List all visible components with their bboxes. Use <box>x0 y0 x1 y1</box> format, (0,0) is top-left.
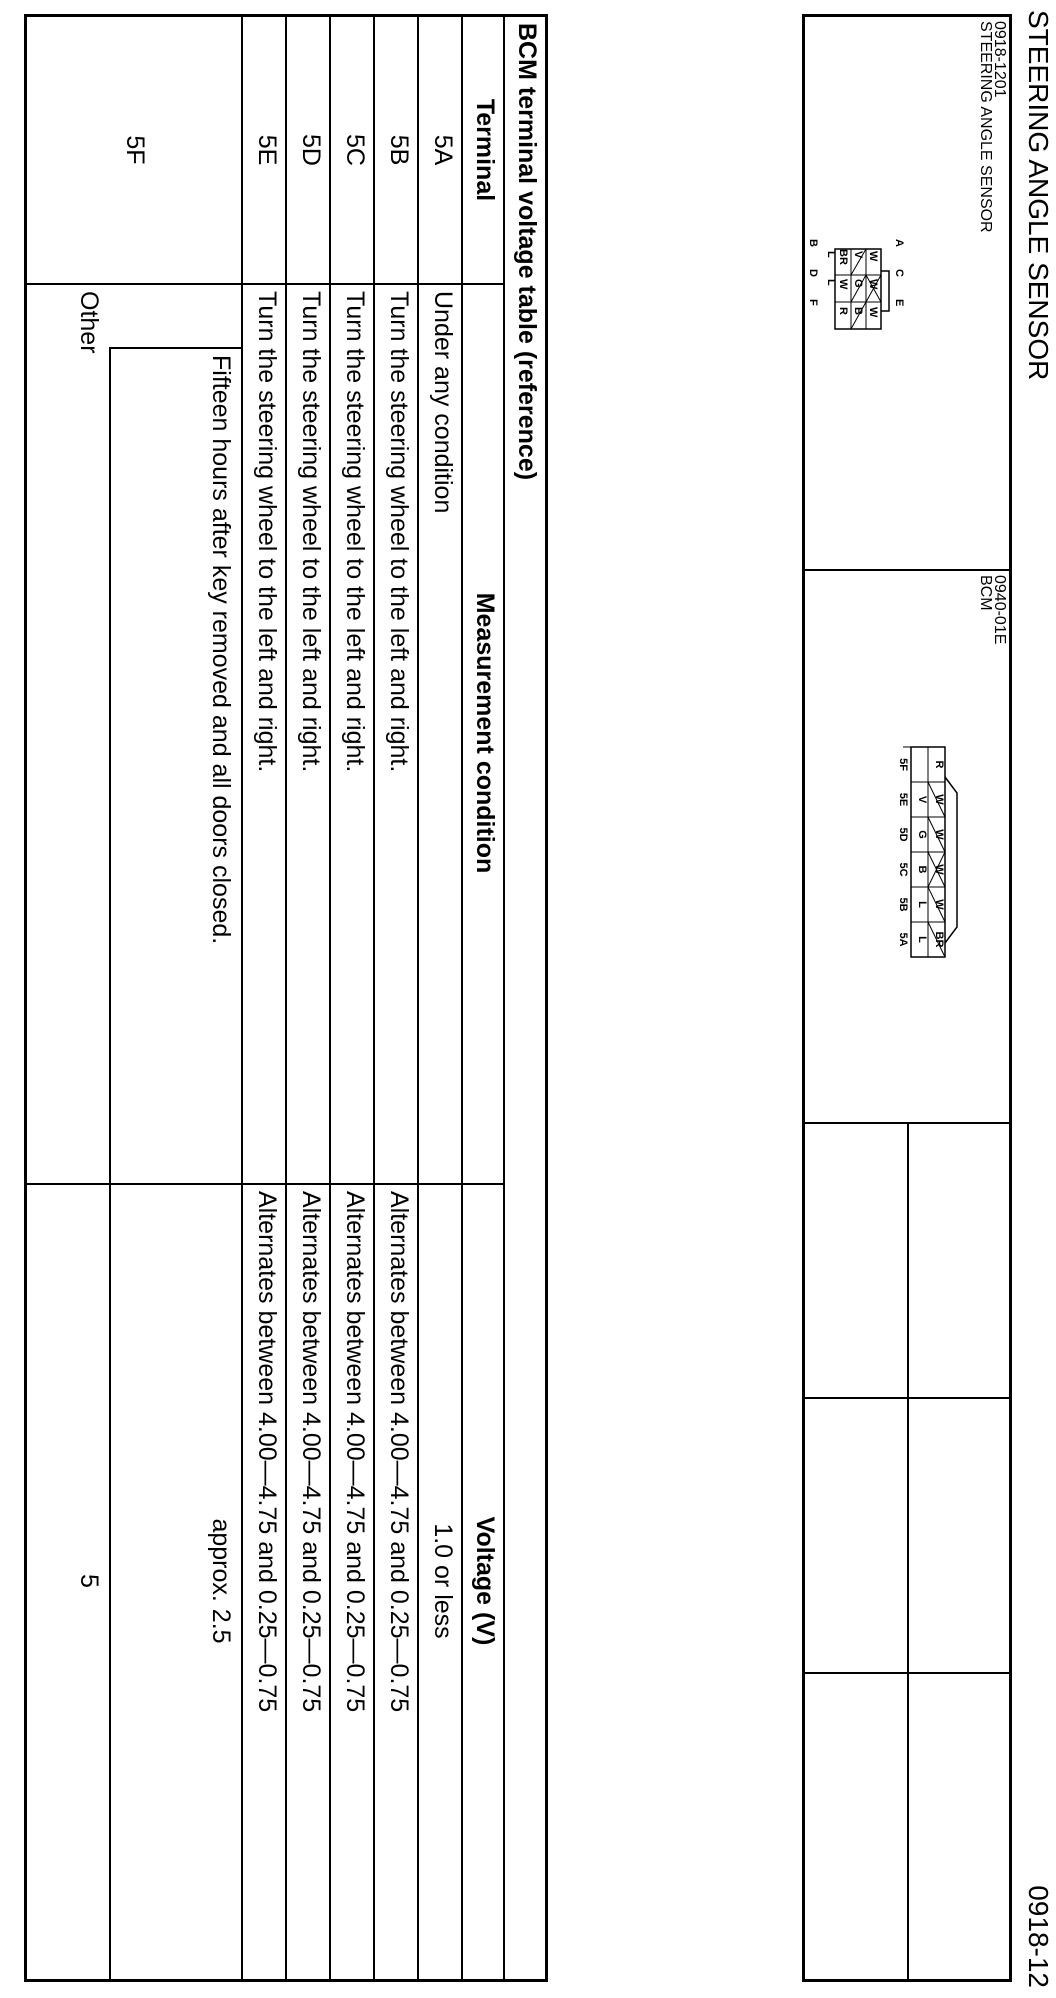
row-condition: Other <box>75 291 103 354</box>
bcm-wire: W <box>933 864 945 875</box>
page-number: 0918-12 <box>1023 1885 1054 1988</box>
bcm-wire <box>916 747 928 782</box>
bcm-pin-label: 5D <box>897 827 909 842</box>
bcm-wire: L <box>916 901 928 908</box>
pin-label-a: A <box>893 239 905 247</box>
row-terminal: 5A <box>429 134 457 166</box>
row-terminal: 5F <box>121 135 149 165</box>
sensor-connector-name: STEERING ANGLE SENSOR <box>977 21 994 233</box>
row-terminal: 5E <box>253 134 281 166</box>
wire-w: W <box>867 279 879 290</box>
wire-v: V <box>852 251 864 259</box>
row-condition: Turn the steering wheel to the left and right. <box>385 291 413 773</box>
bcm-wire: V <box>916 795 928 804</box>
sensor-connector-diagram <box>821 247 891 341</box>
bcm-wire: W <box>933 829 945 840</box>
row-condition: Turn the steering wheel to the left and right. <box>297 291 325 773</box>
pin-label-f: F <box>807 299 819 306</box>
pin-label-e: E <box>893 299 905 307</box>
wire-w: W <box>867 251 879 262</box>
bcm-pin-label: 5C <box>897 862 909 877</box>
header-voltage: Voltage (V) <box>471 1516 499 1646</box>
pin-label-b: B <box>807 239 819 247</box>
row-voltage: Alternates between 4.00—4.75 and 0.25—0.75 <box>297 1191 325 1713</box>
bcm-wire: BR <box>933 931 945 948</box>
row-condition: Turn the steering wheel to the left and right. <box>341 291 369 773</box>
bcm-wire: G <box>916 830 928 839</box>
sensor-connector-code: 0918-1201 <box>991 21 1008 98</box>
row-voltage: approx. 2.5 <box>207 1518 235 1644</box>
wire-l: L <box>825 251 837 258</box>
wire-br: BR <box>837 249 849 265</box>
row-voltage: Alternates between 4.00—4.75 and 0.25—0.75 <box>341 1191 369 1713</box>
bcm-wire: W <box>933 794 945 805</box>
bcm-pin-label: 5E <box>897 792 909 807</box>
pin-label-c: C <box>893 269 905 277</box>
wire-r: R <box>837 307 849 315</box>
row-condition: Under any condition <box>429 291 457 514</box>
bcm-connector-code: 0940-01E <box>991 575 1008 645</box>
wire-b: B <box>852 307 864 315</box>
header-condition: Measurement condition <box>471 592 499 874</box>
row-terminal: 5B <box>385 134 413 166</box>
bcm-wire: B <box>916 865 928 874</box>
bcm-pin-label: 5A <box>897 932 909 947</box>
row-condition: Turn the steering wheel to the left and right. <box>253 291 281 773</box>
row-terminal: 5D <box>297 134 325 166</box>
bcm-wire: L <box>916 936 928 943</box>
terminal-voltage-table <box>24 14 548 1982</box>
pin-label-d: D <box>807 269 819 277</box>
wire-w: W <box>837 279 849 290</box>
connector-panel <box>802 14 1012 1982</box>
row-voltage: Alternates between 4.00—4.75 and 0.25—0.75 <box>253 1191 281 1713</box>
wire-w: W <box>867 307 879 318</box>
bcm-pin-label: 5B <box>897 897 909 912</box>
header-terminal: Terminal <box>471 98 499 202</box>
bcm-connector-name: BCM <box>977 575 994 611</box>
bcm-wire: R <box>933 760 945 769</box>
row-voltage: Alternates between 4.00—4.75 and 0.25—0.75 <box>385 1191 413 1713</box>
bcm-wire: W <box>933 899 945 910</box>
row-voltage: 5 <box>75 1574 103 1588</box>
row-condition: Fifteen hours after key removed and all doors closed. <box>207 355 235 945</box>
page-title: STEERING ANGLE SENSOR <box>1023 10 1054 381</box>
table-title: BCM terminal voltage table (reference) <box>513 23 541 481</box>
row-voltage: 1.0 or less <box>429 1523 457 1639</box>
bcm-pin-label: 5F <box>897 758 909 771</box>
wire-l: L <box>825 279 837 286</box>
row-terminal: 5C <box>341 134 369 166</box>
bcm-connector-diagram <box>869 737 959 967</box>
wire-g: G <box>852 279 864 288</box>
